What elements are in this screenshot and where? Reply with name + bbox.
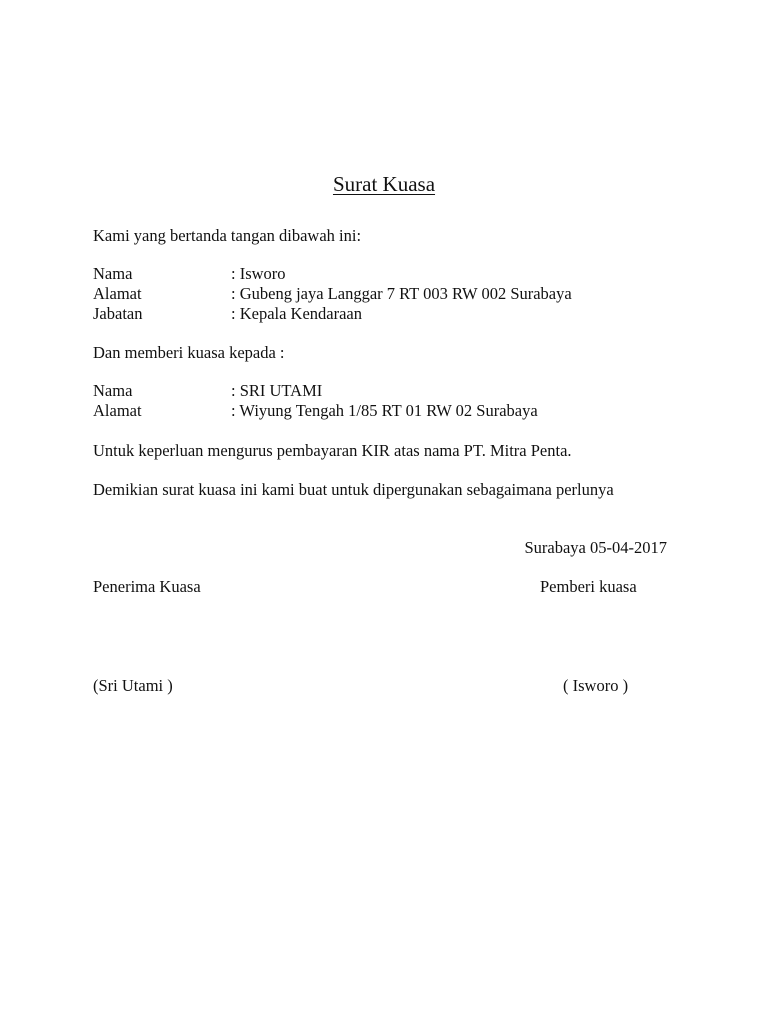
grantor-position-value: : Kepala Kendaraan — [231, 304, 363, 323]
grantor-address-label: Alamat — [93, 284, 142, 303]
closing-text: Demikian surat kuasa ini kami buat untuk dipergunakan sebagaimana perlunya — [93, 480, 614, 499]
document-title — [0, 171, 768, 197]
grantee-address-value: : Wiyung Tengah 1/85 RT 01 RW 02 Surabaya — [231, 401, 538, 420]
place-date: Surabaya 05-04-2017 — [524, 538, 667, 557]
grantor-name-value: : Isworo — [231, 264, 286, 283]
grantee-name-label: Nama — [93, 381, 133, 400]
purpose-text: Untuk keperluan mengurus pembayaran KIR atas nama PT. Mitra Penta. — [93, 441, 572, 460]
left-signature-role: Penerima Kuasa — [93, 577, 201, 596]
grantee-address-label: Alamat — [93, 401, 142, 420]
grant-statement: Dan memberi kuasa kepada : — [93, 343, 285, 362]
grantor-address-value: : Gubeng jaya Langgar 7 RT 003 RW 002 Surabaya — [231, 284, 572, 303]
grantor-name-label: Nama — [93, 264, 133, 283]
right-signature-role: Pemberi kuasa — [540, 577, 637, 596]
grantee-name-value: : SRI UTAMI — [231, 381, 323, 400]
right-signature-name: ( Isworo ) — [563, 676, 629, 695]
left-signature-name: (Sri Utami ) — [93, 676, 173, 695]
intro-text: Kami yang bertanda tangan dibawah ini: — [93, 226, 362, 245]
grantor-position-label: Jabatan — [93, 304, 143, 323]
document-title-text: Surat Kuasa — [332, 172, 436, 196]
